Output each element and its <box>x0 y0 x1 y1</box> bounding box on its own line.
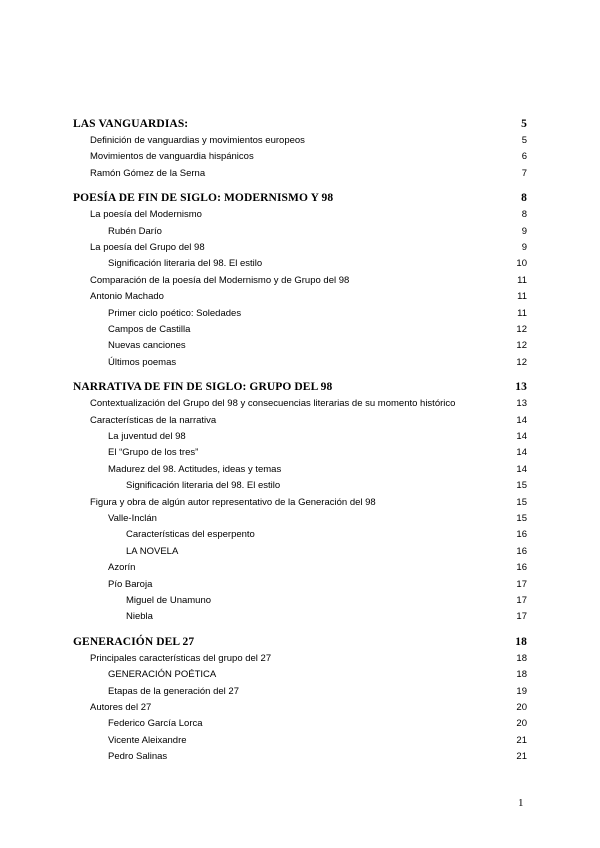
toc-entry-title: Últimos poemas <box>108 356 177 368</box>
toc-entry-title: Características de la narrativa <box>90 414 217 426</box>
toc-entry-title: LA NOVELA <box>126 545 179 557</box>
toc-entry[interactable] <box>108 322 527 338</box>
toc-entry[interactable] <box>108 224 527 240</box>
toc-page-number: 5 <box>521 135 527 146</box>
toc-entry-title: Significación literaria del 98. El estilo <box>126 480 281 492</box>
toc-entry-title: Contextualización del Grupo del 98 y consecuencias literarias de su momento histórico <box>90 398 456 410</box>
toc-entry-title: Autores del 27 <box>90 702 152 713</box>
toc-page-number: 21 <box>516 751 527 763</box>
toc-entry[interactable] <box>126 544 527 560</box>
toc-entry-title: Etapas de la generación del 27 <box>108 685 239 697</box>
toc-page-number: 11 <box>517 291 527 303</box>
toc-entry[interactable] <box>126 478 527 494</box>
toc-entry-title: Vicente Aleixandre <box>108 734 187 746</box>
toc-entry-title: Pío Baroja <box>108 578 153 590</box>
toc-entry[interactable] <box>90 207 527 223</box>
toc-page-number: 16 <box>516 562 527 574</box>
toc-page-number: 13 <box>515 381 527 394</box>
toc-page-number: 7 <box>521 167 527 179</box>
toc-page-number: 14 <box>516 414 527 426</box>
toc-entry-title: Rubén Darío <box>108 225 162 237</box>
toc-page-number: 8 <box>521 209 527 221</box>
toc-entry[interactable] <box>108 560 527 576</box>
toc-entry[interactable] <box>108 667 527 683</box>
toc-entry-title: Nuevas canciones <box>108 340 186 352</box>
toc-entry[interactable] <box>126 609 527 625</box>
toc-entry-title: La juventud del 98 <box>108 431 186 442</box>
toc-page-number: 21 <box>516 734 527 746</box>
toc-entry-title: Definición de vanguardias y movimientos europeos <box>90 135 305 146</box>
toc-entry-title: Miguel de Unamuno <box>126 595 212 606</box>
toc-entry[interactable] <box>90 495 527 511</box>
toc-entry-title: Primer ciclo poético: Soledades <box>108 307 242 319</box>
toc-section[interactable] <box>73 115 527 133</box>
toc-page-number: 19 <box>516 685 527 697</box>
toc-entry-title: Madurez del 98. Actitudes, ideas y temas <box>108 463 282 475</box>
toc-entry-title: La poesía del Modernismo <box>90 209 202 221</box>
toc-entry-title: Significación literaria del 98. El estilo <box>108 258 263 270</box>
toc-page-number: 9 <box>521 225 527 237</box>
toc-page-number: 8 <box>521 192 527 205</box>
toc-entry[interactable] <box>90 289 527 305</box>
toc-entry-title: Federico García Lorca <box>108 718 203 730</box>
toc-entry-title: Campos de Castilla <box>108 324 191 335</box>
toc-entry[interactable] <box>108 749 527 765</box>
toc-entry[interactable] <box>90 396 527 412</box>
toc-section-title: NARRATIVA DE FIN DE SIGLO: GRUPO DEL 98 <box>73 381 333 394</box>
toc-page-number: 18 <box>516 669 527 681</box>
toc-entry-title: Figura y obra de algún autor representativo de la Generación del 98 <box>90 496 376 508</box>
toc-entry-title: Azorín <box>108 562 136 574</box>
toc-page-number: 13 <box>516 398 527 410</box>
toc-entry[interactable] <box>90 133 527 149</box>
toc-entry[interactable] <box>108 355 527 371</box>
toc-entry[interactable] <box>90 413 527 429</box>
toc-entry[interactable] <box>108 511 527 527</box>
toc-entry[interactable] <box>108 462 527 478</box>
toc-entry-title: Características del esperpento <box>126 529 255 541</box>
toc-entry-title: Comparación de la poesía del Modernismo y de Grupo del 98 <box>90 274 350 286</box>
toc-page-number: 18 <box>516 652 527 664</box>
toc-entry[interactable] <box>108 445 527 461</box>
toc-page-number: 14 <box>516 463 527 475</box>
toc-page-number: 16 <box>516 529 527 541</box>
toc-entry[interactable] <box>108 716 527 732</box>
toc-entry[interactable] <box>108 256 527 272</box>
toc-entry[interactable] <box>108 306 527 322</box>
toc-page-number: 12 <box>516 324 527 335</box>
toc-entry-title: Ramón Gómez de la Serna <box>90 167 206 179</box>
toc-page-number: 15 <box>516 513 527 524</box>
toc-entry[interactable] <box>90 149 527 165</box>
toc-page-number: 9 <box>521 242 527 253</box>
toc-page-number: 6 <box>521 151 527 163</box>
toc-entry-title: El “Grupo de los tres” <box>108 447 199 459</box>
toc-page-number: 12 <box>516 356 527 368</box>
toc-page-number: 15 <box>516 496 527 508</box>
toc-entry[interactable] <box>108 577 527 593</box>
toc-entry-title: La poesía del Grupo del 98 <box>90 242 205 253</box>
toc-entry-title: Niebla <box>126 611 153 623</box>
toc-entry-title: Pedro Salinas <box>108 751 168 763</box>
toc-entry[interactable] <box>90 700 527 716</box>
toc-entry[interactable] <box>126 593 527 609</box>
toc-page-number: 15 <box>516 480 527 492</box>
toc-section-title: POESÍA DE FIN DE SIGLO: MODERNISMO Y 98 <box>73 192 334 205</box>
toc-page-number: 16 <box>516 545 527 557</box>
toc-entry[interactable] <box>108 684 527 700</box>
toc-entry-title: Valle-Inclán <box>108 513 157 524</box>
toc-entry[interactable] <box>108 733 527 749</box>
toc-entry[interactable] <box>90 240 527 256</box>
page-number: 1 <box>518 797 524 809</box>
toc-page-number: 10 <box>516 258 527 270</box>
toc-entry[interactable] <box>126 527 527 543</box>
toc-section[interactable] <box>73 189 527 207</box>
toc-entry-title: Principales características del grupo del 27 <box>90 652 272 664</box>
toc-page-number: 17 <box>516 611 527 623</box>
toc-page-number: 17 <box>516 595 527 606</box>
toc-page-number: 20 <box>516 702 527 713</box>
toc-page-number: 11 <box>517 274 527 286</box>
toc-page-number: 20 <box>516 718 527 730</box>
toc-entry-title: Antonio Machado <box>90 291 164 303</box>
toc-entry-title: GENERACIÓN POÉTICA <box>108 669 217 681</box>
toc-entry[interactable] <box>90 651 527 667</box>
toc-entry[interactable] <box>90 273 527 289</box>
toc-entry-title: Movimientos de vanguardia hispánicos <box>90 151 254 163</box>
toc-page-number: 11 <box>517 307 527 319</box>
toc-section[interactable] <box>73 378 527 396</box>
toc-section[interactable] <box>73 633 527 651</box>
toc-entry[interactable] <box>108 429 527 445</box>
toc-page-number: 12 <box>516 340 527 352</box>
toc-page-number: 14 <box>516 447 527 459</box>
toc-page-number: 18 <box>515 635 527 648</box>
toc-page-number: 5 <box>521 118 527 130</box>
toc-entry[interactable] <box>90 166 527 182</box>
toc-page-number: 17 <box>516 578 527 590</box>
toc-section-title: GENERACIÓN DEL 27 <box>73 635 195 648</box>
toc-page-number: 14 <box>516 431 527 442</box>
toc-section-title: LAS VANGUARDIAS: <box>73 118 189 130</box>
toc-entry[interactable] <box>108 338 527 354</box>
